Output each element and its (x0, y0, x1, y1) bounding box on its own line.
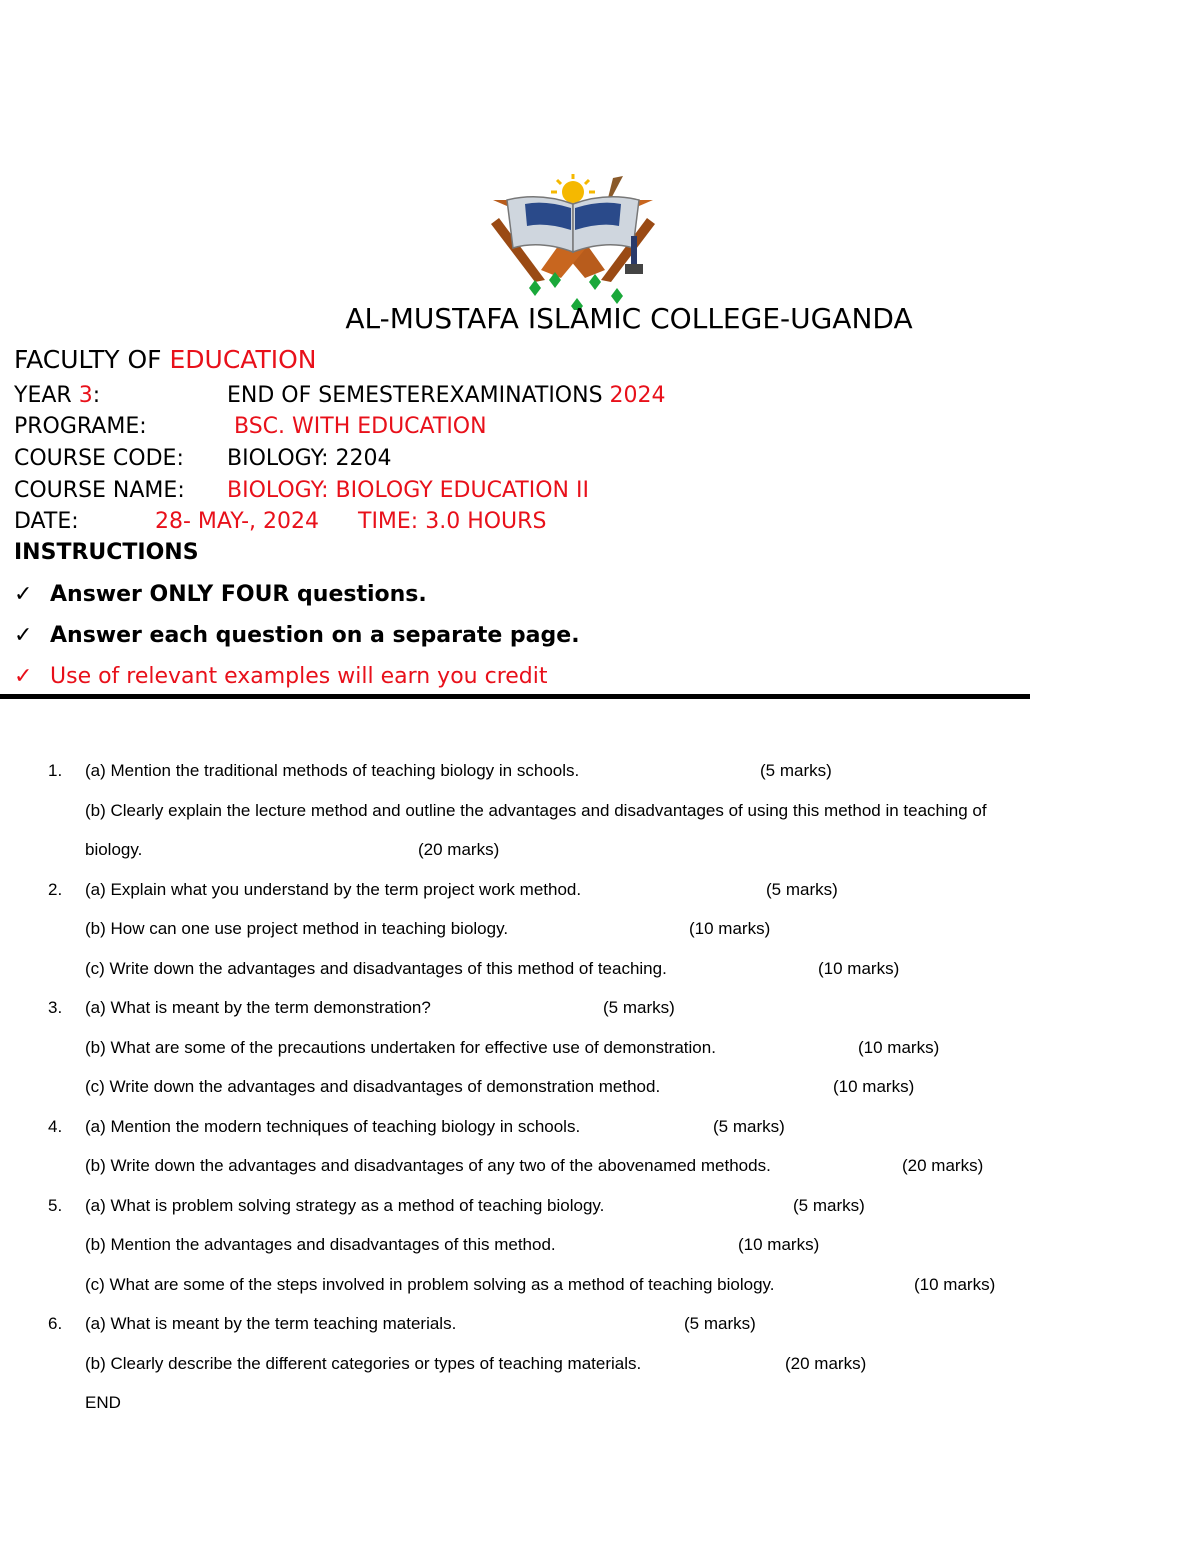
instruction-text: Answer ONLY FOUR questions. (50, 582, 427, 607)
faculty-value: EDUCATION (169, 345, 317, 374)
faculty-line (14, 345, 317, 374)
checkmark-icon: ✓ (14, 582, 33, 607)
checkmark-icon: ✓ (14, 664, 33, 689)
question-part: (b) Write down the advantages and disadvantages of any two of the abovenamed methods. (85, 1156, 771, 1175)
year-label: YEAR (14, 383, 72, 408)
question-marks: (10 marks) (818, 959, 900, 978)
question-marks: (10 marks) (738, 1235, 820, 1254)
question-part: (b) How can one use project method in teaching biology. (85, 919, 509, 938)
question-marks: (20 marks) (902, 1156, 984, 1175)
exam-title-line (227, 383, 666, 408)
year-value: 3 (78, 383, 93, 408)
date-value: 28- MAY-, 2024 (155, 509, 319, 534)
question-part: (c) Write down the advantages and disadvantages of demonstration method. (85, 1077, 661, 1096)
instruction-item (14, 664, 548, 689)
programme-label: PROGRAME: (14, 414, 147, 439)
course-code-label: COURSE CODE: (14, 446, 184, 471)
question-marks: (5 marks) (603, 998, 675, 1017)
sun-icon (551, 174, 595, 203)
exam-title: END OF SEMESTEREXAMINATIONS (227, 383, 603, 408)
question-number: 3. (48, 998, 63, 1017)
question-number: 2. (48, 880, 63, 899)
question-part: (b) Mention the advantages and disadvantages of this method. (85, 1235, 556, 1254)
course-name-label: COURSE NAME: (14, 478, 185, 503)
question-part: (a) What is meant by the term teaching materials. (85, 1314, 457, 1333)
question-marks: (20 marks) (418, 840, 500, 859)
instructions-title: INSTRUCTIONS (14, 540, 199, 565)
question-part-continued: biology. (85, 840, 143, 859)
question-number: 6. (48, 1314, 63, 1333)
question-number: 5. (48, 1196, 63, 1215)
year-line (14, 383, 100, 408)
checkmark-icon: ✓ (14, 623, 33, 648)
header-divider (0, 694, 1030, 699)
question-marks: (20 marks) (785, 1354, 867, 1373)
college-name: AL-MUSTAFA ISLAMIC COLLEGE-UGANDA (345, 302, 913, 335)
question-part: (c) Write down the advantages and disadvantages of this method of teaching. (85, 959, 667, 978)
instruction-text: Use of relevant examples will earn you credit (50, 664, 548, 689)
question-marks: (10 marks) (689, 919, 771, 938)
instruction-item (14, 623, 580, 648)
question-marks: (5 marks) (766, 880, 838, 899)
question-part: (a) Mention the traditional methods of teaching biology in schools. (85, 761, 580, 780)
instruction-text: Answer each question on a separate page. (50, 623, 580, 648)
question-marks: (5 marks) (713, 1117, 785, 1136)
question-part: (a) What is problem solving strategy as a method of teaching biology. (85, 1196, 605, 1215)
question-part: (a) What is meant by the term demonstration? (85, 998, 431, 1017)
end-marker: END (85, 1393, 121, 1412)
question-number: 1. (48, 761, 63, 780)
question-part: (b) Clearly describe the different categories or types of teaching materials. (85, 1354, 642, 1373)
question-marks: (10 marks) (914, 1275, 996, 1294)
question-marks: (5 marks) (793, 1196, 865, 1215)
question-part: (b) Clearly explain the lecture method and outline the advantages and disadvantages of using this method in teaching of (85, 801, 987, 820)
question-part: (b) What are some of the precautions undertaken for effective use of demonstration. (85, 1038, 716, 1057)
faculty-label: FACULTY OF (14, 345, 162, 374)
question-marks: (5 marks) (760, 761, 832, 780)
college-logo (485, 170, 660, 310)
course-name-value: BIOLOGY: BIOLOGY EDUCATION II (227, 478, 589, 503)
instruction-item (14, 582, 427, 607)
time-value: TIME: 3.0 HOURS (358, 509, 547, 534)
programme-value: BSC. WITH EDUCATION (234, 414, 487, 439)
exam-year: 2024 (609, 383, 666, 408)
year-colon: : (92, 383, 101, 408)
question-marks: (10 marks) (833, 1077, 915, 1096)
date-label: DATE: (14, 509, 79, 534)
course-code-value: BIOLOGY: 2204 (227, 446, 392, 471)
question-marks: (5 marks) (684, 1314, 756, 1333)
question-marks: (10 marks) (858, 1038, 940, 1057)
question-part: (c) What are some of the steps involved in problem solving as a method of teaching biology. (85, 1275, 775, 1294)
question-part: (a) Explain what you understand by the term project work method. (85, 880, 582, 899)
question-number: 4. (48, 1117, 63, 1136)
question-part: (a) Mention the modern techniques of teaching biology in schools. (85, 1117, 581, 1136)
